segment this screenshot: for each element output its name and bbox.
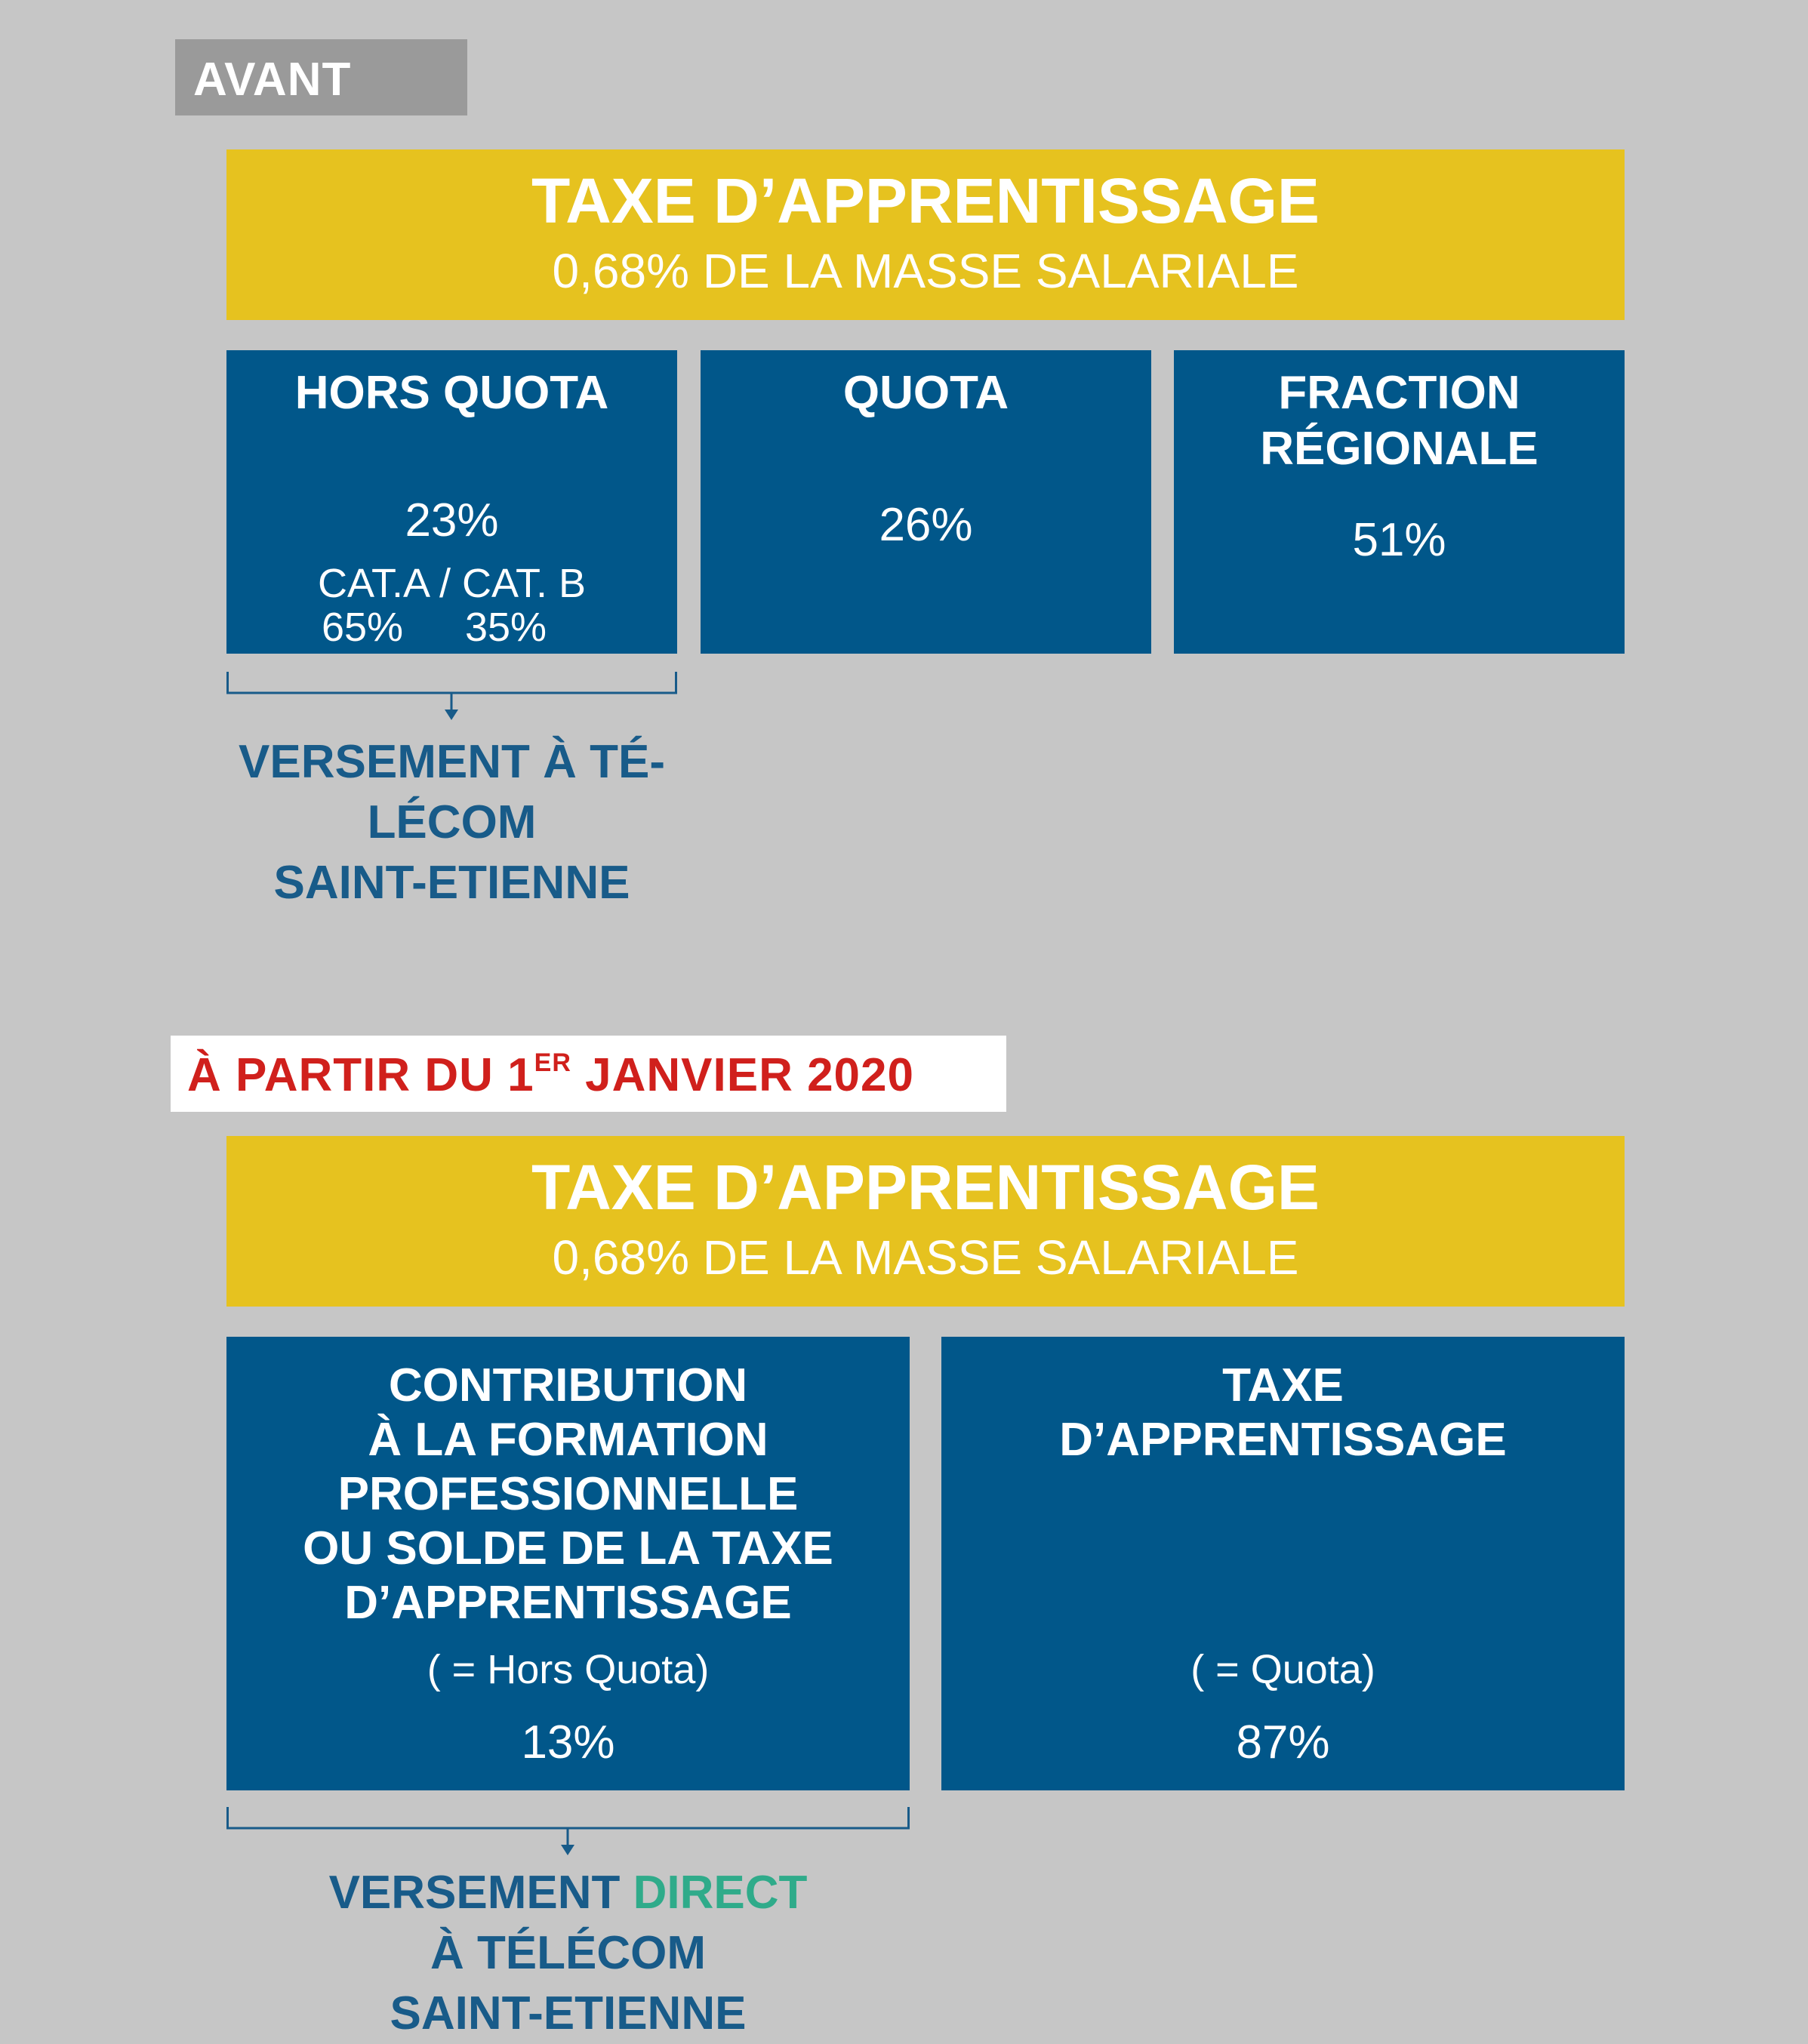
header-title: TAXE D’APPRENTISSAGE bbox=[531, 165, 1320, 236]
header-taxe-2020 bbox=[226, 1136, 1625, 1307]
box-title-line4: OU SOLDE DE LA TAXE bbox=[303, 1522, 833, 1575]
box-hors-quota bbox=[226, 350, 677, 654]
header-subtitle: 0,68% DE LA MASSE SALARIALE bbox=[552, 244, 1299, 298]
badge-superscript: ER bbox=[534, 1048, 571, 1077]
payment-text-avant bbox=[226, 732, 677, 913]
payment-line1: VERSEMENT À TÉ- bbox=[239, 736, 665, 788]
box-title-line3: PROFESSIONNELLE bbox=[337, 1468, 799, 1520]
payment-line3: SAINT-ETIENNE bbox=[273, 857, 630, 909]
payment-line2: À TÉLÉCOM bbox=[430, 1927, 707, 1979]
box-value: 87% bbox=[1236, 1716, 1330, 1768]
box-title-line2: D’APPRENTISSAGE bbox=[1059, 1414, 1507, 1466]
badge-avant: AVANT bbox=[175, 39, 467, 115]
box-title-line5: D’APPRENTISSAGE bbox=[344, 1577, 792, 1629]
badge-text: À PARTIR DU 1 bbox=[187, 1049, 534, 1101]
box-value: 23% bbox=[405, 494, 499, 546]
payment-line1 bbox=[226, 1863, 910, 1923]
box-contribution-formation bbox=[226, 1337, 910, 1790]
box-title-line2: RÉGIONALE bbox=[1260, 423, 1538, 475]
cat-a-value: 65% bbox=[321, 605, 404, 650]
box-title-line1: TAXE bbox=[1222, 1359, 1344, 1411]
box-taxe-apprentissage bbox=[941, 1337, 1625, 1790]
box-value: 51% bbox=[1352, 514, 1446, 566]
payment-text-2020 bbox=[226, 1863, 910, 2044]
box-fraction-regionale bbox=[1174, 350, 1625, 654]
bracket-arrow-2020 bbox=[226, 1807, 910, 1861]
header-title: TAXE D’APPRENTISSAGE bbox=[531, 1152, 1320, 1223]
badge-rest: JANVIER 2020 bbox=[571, 1049, 915, 1101]
header-taxe-avant bbox=[226, 149, 1625, 320]
box-categories: CAT.A / CAT. B bbox=[317, 561, 587, 606]
box-title-line1: CONTRIBUTION bbox=[388, 1359, 748, 1411]
cat-b-value: 35% bbox=[464, 605, 547, 650]
box-note: ( = Quota) bbox=[1190, 1647, 1375, 1692]
payment-line2: LÉCOM bbox=[367, 796, 537, 848]
box-title: QUOTA bbox=[842, 367, 1009, 419]
box-note: ( = Hors Quota) bbox=[427, 1647, 710, 1692]
box-value: 13% bbox=[521, 1716, 615, 1768]
box-quota bbox=[701, 350, 1151, 654]
bracket-arrow-avant bbox=[226, 672, 677, 726]
payment-line3: SAINT-ETIENNE bbox=[390, 1987, 747, 2039]
payment-highlight-direct: DIRECT bbox=[633, 1867, 808, 1919]
box-title-line1: FRACTION bbox=[1278, 367, 1520, 419]
header-subtitle: 0,68% DE LA MASSE SALARIALE bbox=[552, 1230, 1299, 1285]
box-value: 26% bbox=[879, 499, 973, 551]
box-title-line2: À LA FORMATION bbox=[368, 1414, 768, 1466]
payment-word: VERSEMENT bbox=[328, 1867, 633, 1919]
box-title: HORS QUOTA bbox=[294, 367, 609, 419]
badge-2020 bbox=[171, 1036, 1006, 1112]
